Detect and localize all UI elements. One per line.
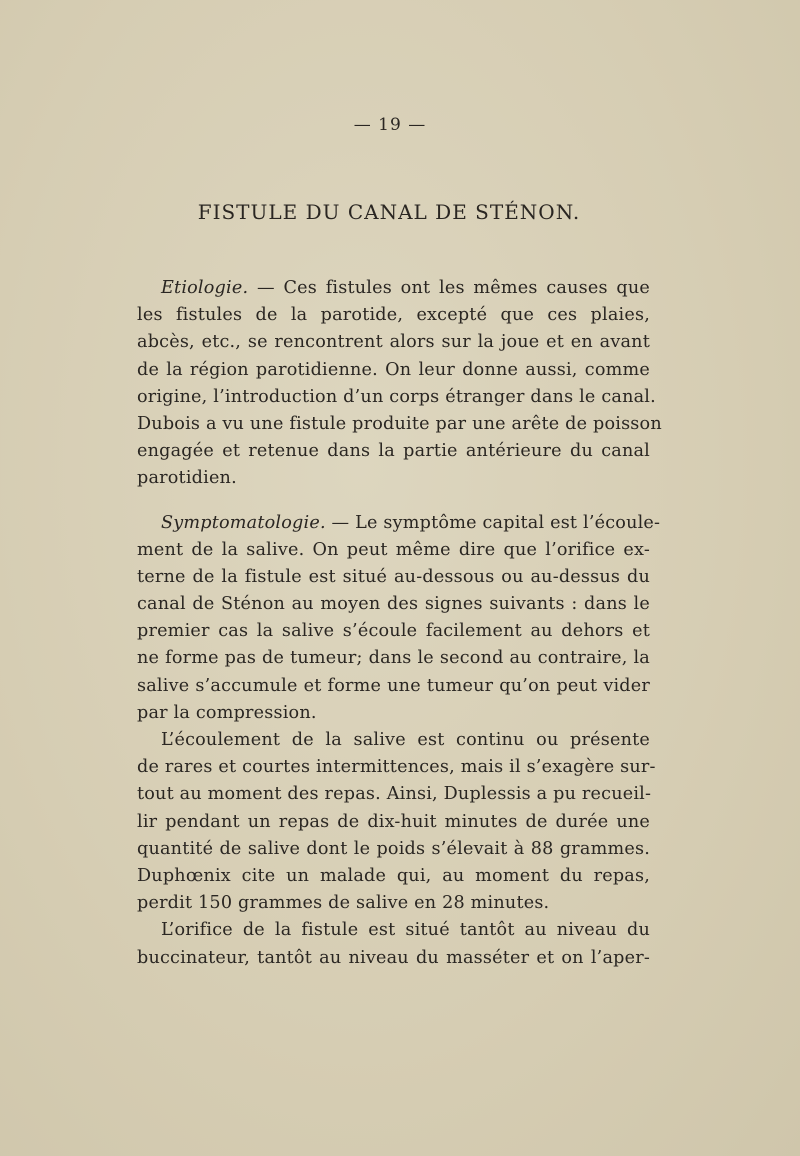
text-line: parotidien.: [137, 468, 237, 489]
text-line: L’orifice de la fistule est situé tantôt au niveau du: [161, 920, 650, 941]
text-line: quantité de salive dont le poids s’élevait à 88 grammes.: [137, 838, 650, 859]
text-line: salive s’accumule et forme une tumeur qu’on peut vider: [137, 675, 650, 696]
paragraph-ecoulement: [137, 727, 656, 917]
text-line: lir pendant un repas de dix-huit minutes de durée une: [137, 811, 650, 832]
paragraph-etiologie: [137, 275, 662, 493]
text-line: premier cas la salive s’écoule facilement au dehors et: [137, 621, 650, 642]
page-number: — 19 —: [353, 115, 427, 135]
paragraph-heading-symptomatologie: Symptomatologie.: [161, 512, 326, 533]
text-line: Dubois a vu une fistule produite par une arête de poisson: [137, 413, 662, 434]
text-line: perdit 150 grammes de salive en 28 minutes.: [137, 893, 550, 914]
text-line: par la compression.: [137, 702, 317, 723]
text-line: Duphœnix cite un malade qui, au moment du repas,: [137, 865, 650, 886]
text-line: canal de Sténon au moyen des signes suivants : dans le: [137, 594, 650, 615]
paragraph-orifice: [137, 917, 650, 971]
body-text: [137, 275, 662, 972]
text-line: terne de la fistule est situé au-dessous ou au-dessus du: [137, 566, 650, 587]
text-line: de rares et courtes intermittences, mais il s’exagère sur-: [137, 757, 656, 778]
text-line: buccinateur, tantôt au niveau du masséter et on l’aper-: [137, 947, 650, 968]
paragraph-symptomatologie: [137, 510, 661, 728]
text-line: ment de la salive. On peut même dire que l’orifice ex-: [137, 539, 650, 560]
text-line: tout au moment des repas. Ainsi, Duplessis a pu recueil-: [137, 784, 652, 805]
text-line: L’écoulement de la salive est continu ou présente: [161, 730, 650, 750]
text-line: ne forme pas de tumeur; dans le second au contraire, la: [137, 648, 650, 669]
text-line: les fistules de la parotide, excepté que ces plaies,: [137, 305, 650, 326]
paragraph-heading-etiologie: Etiologie.: [161, 278, 249, 298]
text-line: abcès, etc., se rencontrent alors sur la joue et en avant: [137, 332, 650, 353]
text-line: Etiologie. — Ces fistules ont les mêmes causes que: [161, 278, 651, 298]
text-line: origine, l’introduction d’un corps étranger dans le canal.: [137, 386, 656, 407]
text-line: Symptomatologie. — Le symptôme capital est l’écoule-: [161, 512, 661, 533]
text-line: de la région parotidienne. On leur donne aussi, comme: [137, 359, 650, 380]
section-title: FISTULE DU CANAL DE STÉNON.: [197, 200, 581, 224]
text-line: engagée et retenue dans la partie antérieure du canal: [137, 441, 650, 462]
